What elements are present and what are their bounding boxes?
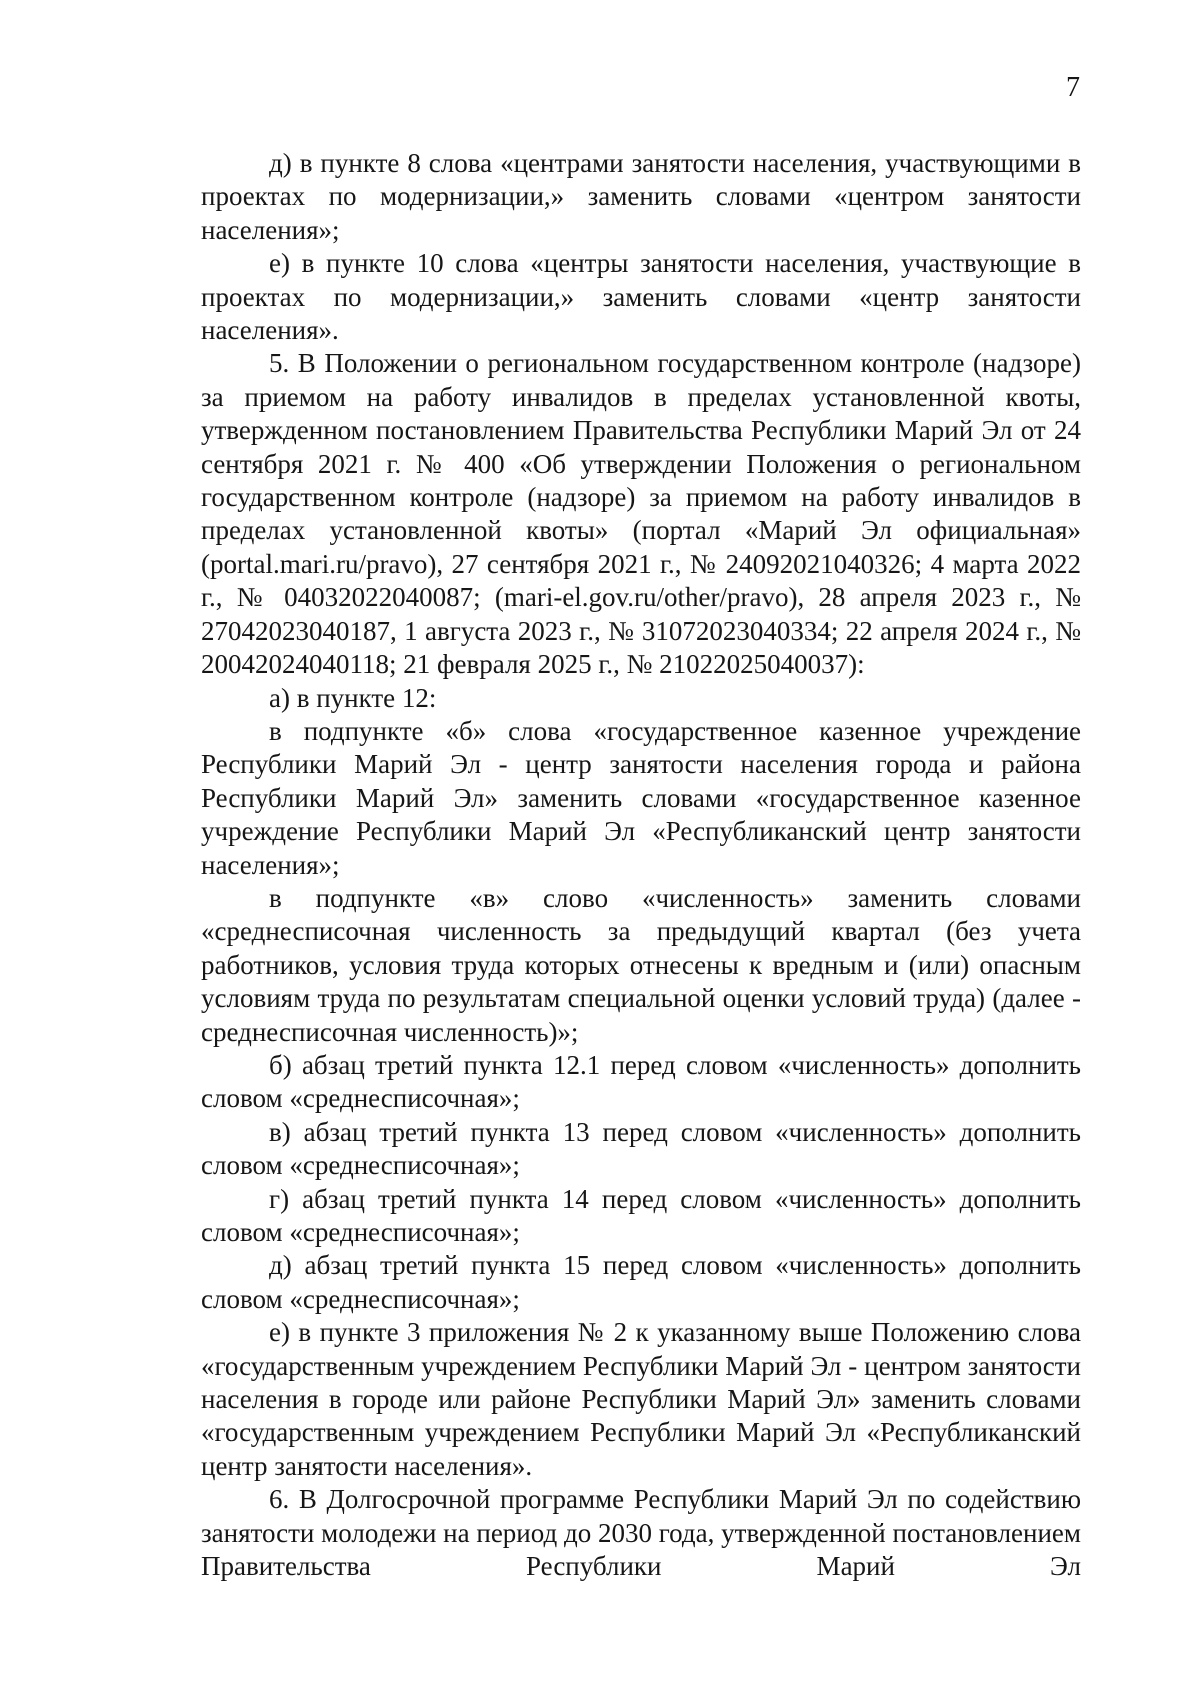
paragraph-item-d-point-15: д) абзац третий пункта 15 перед словом «численность» дополнить словом «среднесписочная»;: [201, 1250, 1081, 1314]
paragraph-item-d-point-8: д) в пункте 8 слова «центрами занятости населения, участвующими в проектах по модернизации,» заменить словами «центром занятости населения»;: [201, 148, 1081, 245]
paragraph-item-b-point-12-1: б) абзац третий пункта 12.1 перед словом «численность» дополнить словом «среднесписочная»;: [201, 1049, 1081, 1114]
paragraph-item-a-point-12: а) в пункте 12:: [269, 682, 437, 713]
paragraph-item-v-point-13: в) абзац третий пункта 13 перед словом «численность» дополнить словом «среднесписочная»;: [201, 1116, 1081, 1181]
paragraph-item-e-appendix-2: е) в пункте 3 приложения № 2 к указанному выше Положению слова «государственным учреждением Республики Марий Эл - центром занятости населения в городе или районе Республики Марий Эл» заменить словами «государственным учреждением Республики Марий Эл «Республиканский центр занятости населения».: [201, 1317, 1081, 1481]
paragraph-subpoint-b: в подпункте «б» слова «государственное казенное учреждение Республики Марий Эл - центр занятости населения города и района Республики Марий Эл» заменить словами «государственное казенное учреждение Республики Марий Эл «Республиканский центр занятости населения»;: [201, 715, 1081, 880]
paragraph-item-e-point-10: е) в пункте 10 слова «центры занятости населения, участвующие в проектах по модернизации,» заменить словами «центр занятости населения».: [201, 248, 1081, 346]
document-body: [201, 147, 1081, 1583]
paragraph-section-6: 6. В Долгосрочной программе Республики Марий Эл по содействию занятости молодежи на период до 2030 года, утвержденной постановлением Правительства Республики Марий Эл: [201, 1484, 1081, 1582]
paragraph-item-g-point-14: г) абзац третий пункта 14 перед словом «численность» дополнить словом «среднесписочная»;: [201, 1183, 1081, 1247]
page-number: 7: [1066, 72, 1080, 103]
paragraph-section-5: 5. В Положении о региональном государственном контроле (надзоре) за приемом на работу инвалидов в пределах установленной квоты, утвержденном постановлением Правительства Республики Марий Эл от 24 сентября 2021 г. № 400 «Об утверждении Положения о региональном государственном контроле (надзоре) за приемом на работу инвалидов в пределах установленной квоты» (портал «Марий Эл официальная» (portal.mari.ru/pravo), 27 сентября 2021 г., № 24092021040326; 4 марта 2022 г., № 04032022040087; (mari-el.gov.ru/other/pravo), 28 апреля 2023 г., № 27042023040187, 1 августа 2023 г., № 31072023040334; 22 апреля 2024 г., № 20042024040118; 21 февраля 2025 г., № 21022025040037):: [201, 348, 1081, 680]
paragraph-subpoint-v: в подпункте «в» слово «численность» заменить словами «среднесписочная численность за предыдущий квартал (без учета работников, условия труда которых отнесены к вредным и (или) опасным условиям труда по результатам специальной оценки условий труда) (далее - среднесписочная численность)»;: [201, 882, 1081, 1047]
